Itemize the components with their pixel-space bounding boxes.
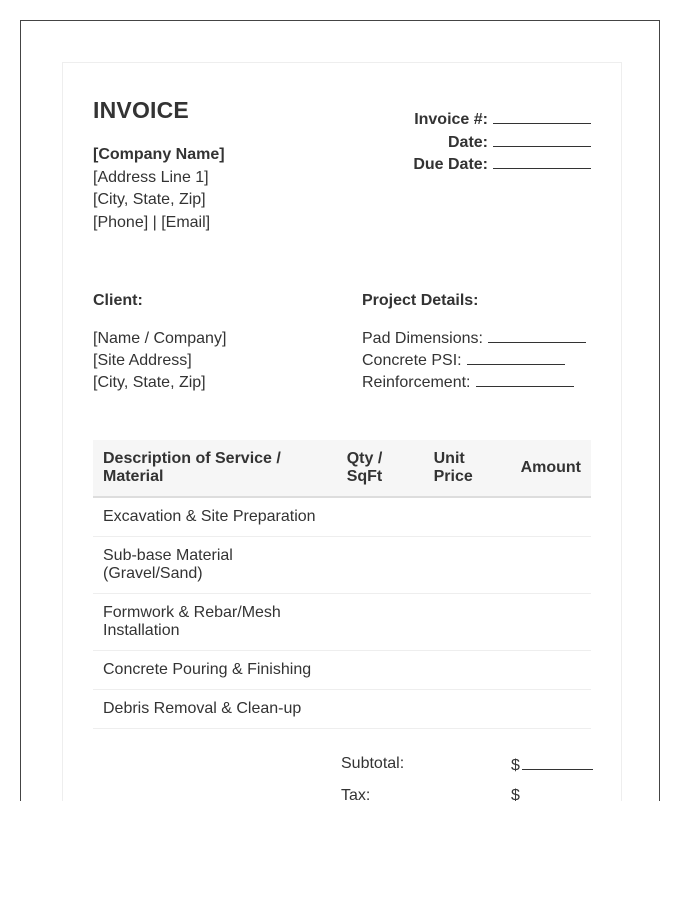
row-amount [511,594,591,651]
project-details-heading: Project Details: [362,292,479,309]
document-viewport[interactable] [20,20,660,801]
row-unit-price [424,690,511,729]
row-unit-price [424,497,511,537]
subtotal-value [511,755,593,775]
row-qty [337,594,424,651]
row-amount [511,497,591,537]
subtotal-blank [522,755,593,770]
unit-price-header: Unit Price [424,440,511,497]
client-lines [93,328,226,394]
row-amount [511,651,591,690]
pad-dimensions-label: Pad Dimensions: [362,330,483,347]
qty-header: Qty / SqFt [337,440,424,497]
row-amount [511,690,591,729]
company-address-line: [Address Line 1] [93,168,209,186]
invoice-title: INVOICE [93,97,189,123]
table-header-row [93,440,591,497]
table-row [93,594,591,651]
client-name: [Name / Company] [93,330,227,347]
company-name: [Company Name] [93,146,225,163]
row-unit-price [424,594,511,651]
line-items-table [93,440,591,729]
invoice-date-row [413,132,591,155]
due-date-label: Due Date: [413,156,488,173]
table-row [93,651,591,690]
company-city-state-zip: [City, State, Zip] [93,191,206,208]
concrete-psi-label: Concrete PSI: [362,352,462,369]
due-date-blank [493,154,591,169]
tax-label: Tax: [341,787,371,801]
subtotal-row [341,755,591,787]
table-row [93,690,591,729]
row-amount [511,537,591,594]
project-details-section [362,290,586,394]
row-qty [337,497,424,537]
tax-currency: $ [511,787,520,801]
reinforcement-row [362,372,586,394]
reinforcement-blank [476,372,574,387]
company-contact: [Phone] | [Email] [93,213,211,231]
tax-row [341,787,591,801]
row-description: Debris Removal & Clean-up [93,690,337,729]
subtotal-currency: $ [511,757,520,774]
invoice-date-blank [493,132,591,147]
invoice-meta [413,109,591,177]
row-description: Formwork & Rebar/Mesh Installation [93,594,337,651]
row-qty [337,651,424,690]
invoice-number-row [413,109,591,132]
client-section [93,290,226,394]
concrete-psi-row [362,350,586,372]
description-header: Description of Service / Material [93,440,337,497]
row-description: Sub-base Material (Gravel/Sand) [93,537,337,594]
table-body [93,497,591,729]
table-row [93,497,591,537]
client-city-state-zip: [City, State, Zip] [93,374,206,391]
concrete-psi-blank [467,350,565,365]
subtotal-label: Subtotal: [341,755,405,772]
amount-header: Amount [511,440,591,497]
project-details-lines [362,328,586,394]
row-description: Excavation & Site Preparation [93,497,337,537]
client-heading: Client: [93,292,143,309]
table-row [93,537,591,594]
invoice-page [62,62,622,801]
pad-dimensions-row [362,328,586,350]
invoice-number-label: Invoice #: [414,111,488,128]
row-qty [337,537,424,594]
row-qty [337,690,424,729]
row-unit-price [424,651,511,690]
client-site-address: [Site Address] [93,352,192,369]
row-description: Concrete Pouring & Finishing [93,651,337,690]
invoice-number-blank [493,109,591,124]
table-header [93,440,591,497]
tax-value [511,787,520,801]
totals-section [341,755,591,801]
reinforcement-label: Reinforcement: [362,374,471,391]
row-unit-price [424,537,511,594]
pad-dimensions-blank [488,328,586,343]
invoice-date-label: Date: [447,133,488,151]
due-date-row [413,154,591,177]
company-info [93,144,225,234]
